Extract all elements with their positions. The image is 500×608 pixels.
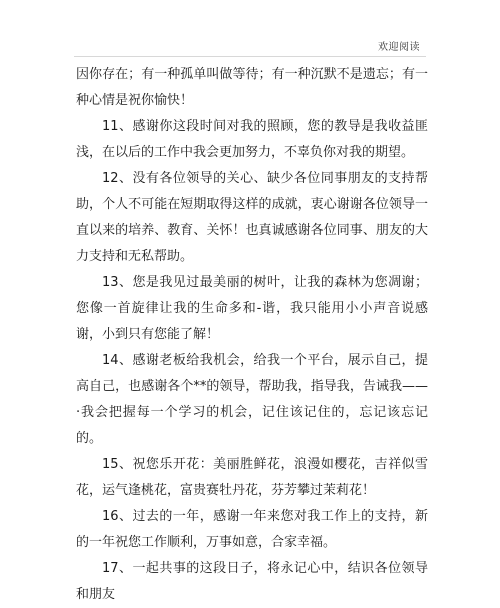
paragraph-continued: 因你存在；有一种孤单叫做等待；有一种沉默不是遗忘；有一种心情是祝你愉快！ [76, 67, 428, 108]
paragraph-15: 15、祝您乐开花：美丽胜鲜花，浪漫如樱花，吉祥似雪花，运气逢桃花，富贵赛牡丹花，芬芳攀过茉莉花！ [76, 457, 428, 498]
document-body [76, 62, 428, 608]
header-label: 欢迎阅读 [378, 42, 420, 53]
paragraph-11: 11、感谢你这段时间对我的照顾，您的教导是我收益匪浅，在以后的工作中我会更加努力，不辜负你对我的期望。 [76, 119, 428, 160]
header-divider [74, 56, 426, 57]
paragraph-12: 12、没有各位领导的关心、缺少各位同事朋友的支持帮助，个人不可能在短期取得这样的成就，衷心谢谢各位领导一直以来的培养、教育、关怀！也真诚感谢各位同事、朋友的大力支持和无私帮助。 [76, 171, 428, 264]
paragraph-17: 17、一起共事的这段日子，将永记心中，结识各位领导和朋友 [76, 561, 428, 602]
paragraph-13: 13、您是我见过最美丽的树叶，让我的森林为您凋谢；您像一首旋律让我的生命多和-谐，我只能用小小声音说感谢，小到只有您能了解！ [76, 275, 428, 342]
paragraph-16: 16、过去的一年，感谢一年来您对我工作上的支持，新的一年祝您工作顺利，万事如意，合家幸福。 [76, 509, 428, 550]
paragraph-14: 14、感谢老板给我机会，给我一个平台，展示自己，提高自己，也感谢各个**的领导，帮助我，指导我，告诫我——·我会把握每一个学习的机会，记住该记住的，忘记该忘记的。 [76, 353, 428, 446]
